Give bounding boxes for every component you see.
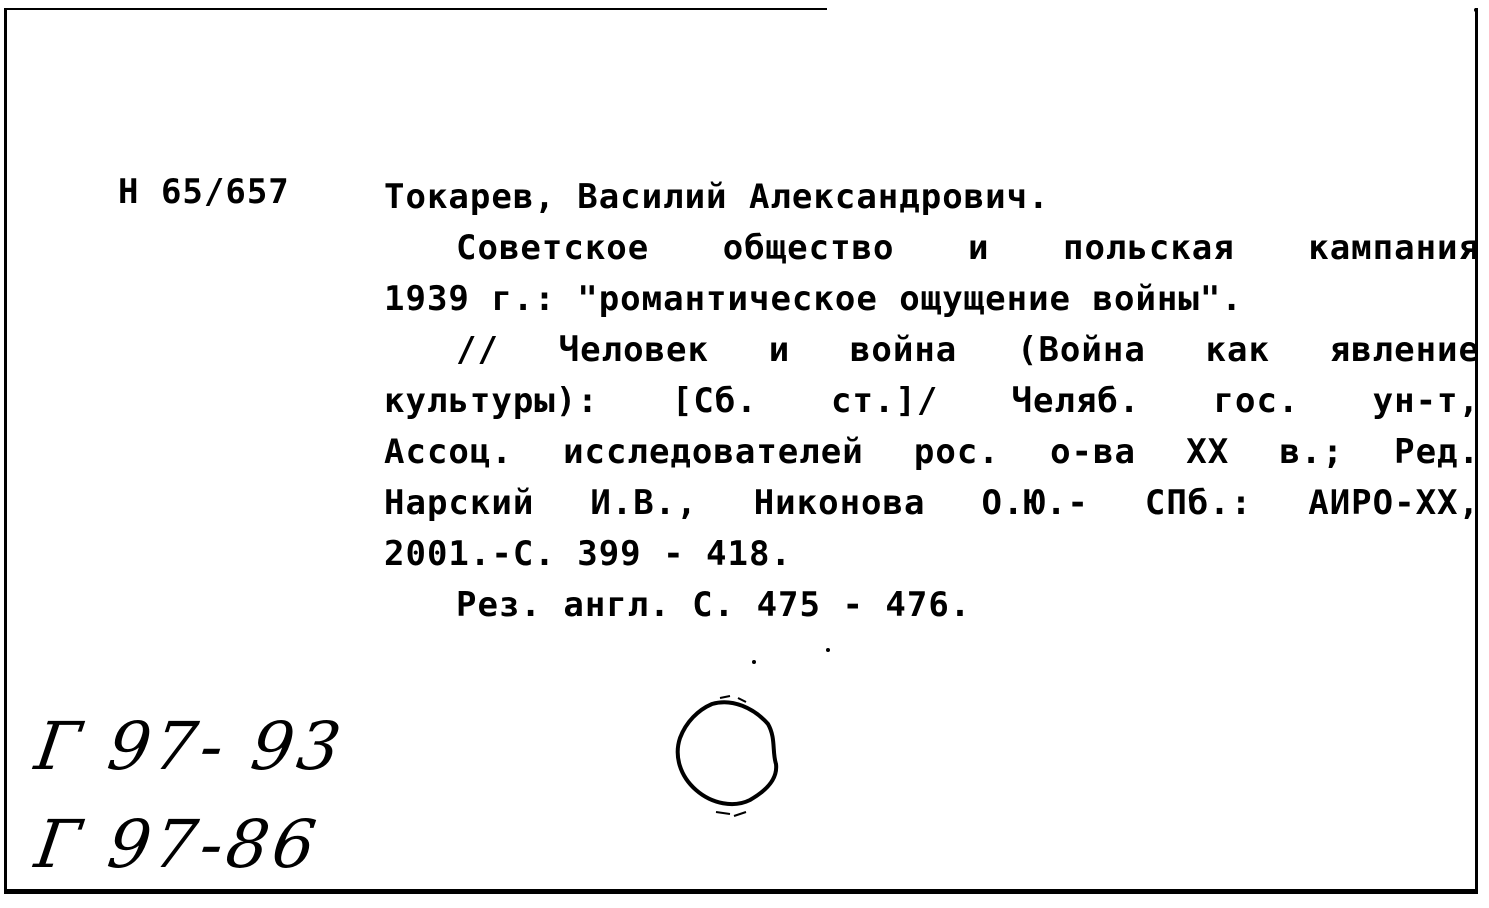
speck bbox=[1474, 8, 1478, 12]
entry-pages: 2001.-С. 399 - 418. bbox=[384, 534, 792, 574]
entry-title-line: Советское общество и польская кампания bbox=[456, 228, 1480, 268]
handwritten-code: Г 97- 93 bbox=[30, 708, 350, 785]
entry-title-line: 1939 г.: "романтическое ощущение войны". bbox=[384, 279, 1243, 319]
shelf-mark: Н 65/657 bbox=[118, 172, 290, 212]
stamp-ring-mark bbox=[672, 694, 784, 824]
bibliographic-entry bbox=[384, 172, 1480, 631]
speck bbox=[752, 660, 756, 664]
handwritten-code: Г 97-86 bbox=[30, 806, 325, 883]
entry-source-line: Ассоц. исследователей рос. о-ва XX в.; Ред. bbox=[384, 432, 1480, 472]
entry-author: Токарев, Василий Александрович. bbox=[384, 177, 1050, 217]
entry-summary-note: Рез. англ. С. 475 - 476. bbox=[456, 585, 972, 625]
entry-source-line: Нарский И.В., Никонова О.Ю.- СПб.: АИРО-XX, bbox=[384, 483, 1480, 523]
entry-source-line: // Человек и война (Война как явление bbox=[456, 330, 1480, 370]
entry-source-line: культуры): [Сб. ст.]/ Челяб. гос. ун-т, bbox=[384, 381, 1480, 421]
speck bbox=[826, 648, 830, 652]
card-top-edge bbox=[7, 8, 827, 10]
